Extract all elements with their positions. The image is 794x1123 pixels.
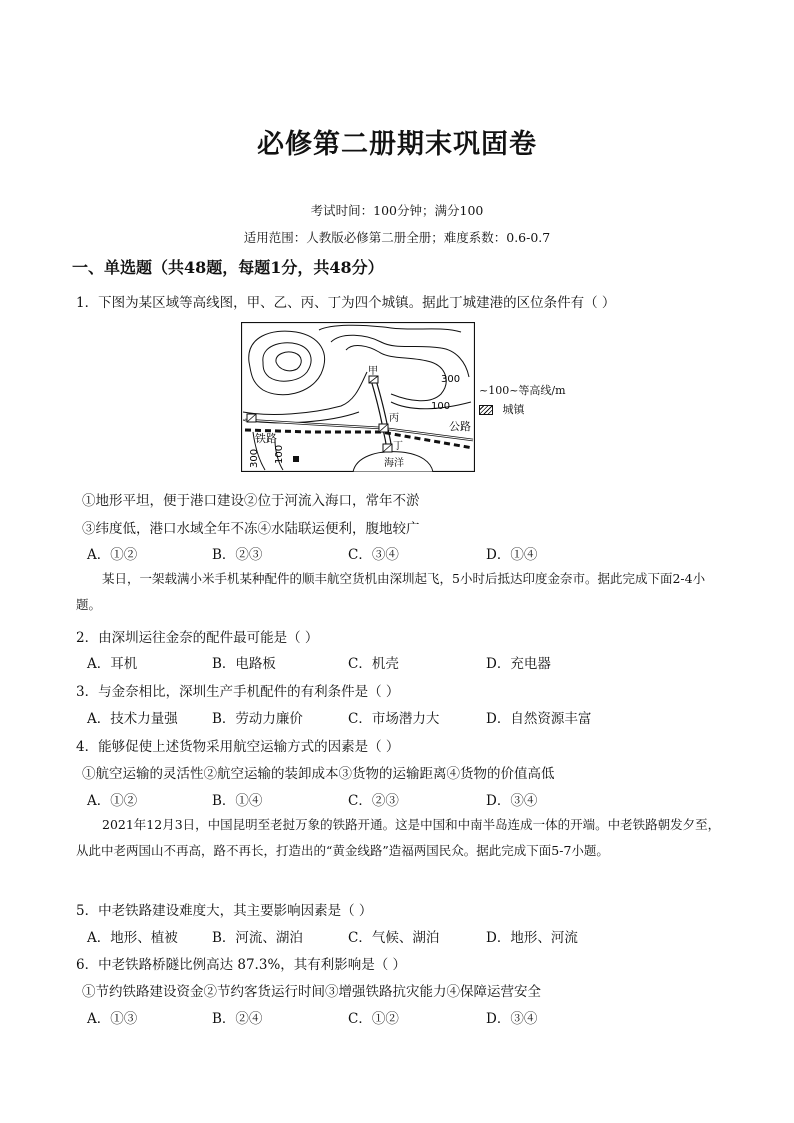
page-title: 必修第二册期末巩固卷 — [257, 129, 537, 160]
q4-statement-1: ①航空运输的灵活性②航空运输的装卸成本③货物的运输距离④货物的价值高低 — [82, 766, 555, 782]
legend-town-label: 城镇 — [502, 403, 525, 416]
legend-town — [479, 401, 525, 417]
q2-option-a: A．耳机 — [87, 656, 138, 672]
question-6-stem: 6．中老铁路桥隧比例高达 87.3%，其有利影响是（ ） — [76, 957, 407, 973]
q4-option-a: A．①② — [87, 793, 138, 809]
contour-100-label-2: 100 — [274, 444, 285, 464]
exam-time: 考试时间：100分钟；满分100 — [310, 203, 484, 218]
q5-option-b: B．河流、湖泊 — [212, 930, 303, 946]
q1-option-a: A．①② — [87, 547, 138, 563]
q1-option-c: C．③④ — [348, 547, 399, 563]
q4-option-d: D．③④ — [486, 793, 538, 809]
q6-option-a: A．①③ — [87, 1011, 138, 1027]
q4-option-c: C．②③ — [348, 793, 399, 809]
contour-300-label: 300 — [441, 374, 461, 385]
town-symbol-icon — [479, 405, 493, 415]
road-label: 公路 — [449, 420, 471, 433]
question-5-stem: 5．中老铁路建设难度大，其主要影响因素是（ ） — [76, 903, 373, 919]
town-ding-label: 丁 — [393, 441, 403, 452]
q5-option-a: A．地形、植被 — [87, 930, 178, 946]
q6-option-c: C．①② — [348, 1011, 399, 1027]
town-bing-label: 丙 — [389, 413, 399, 424]
q3-option-c: C．市场潜力大 — [348, 711, 440, 727]
contour-100-label: 100 — [431, 401, 451, 412]
question-4-stem: 4．能够促使上述货物采用航空运输方式的因素是（ ） — [76, 739, 400, 755]
passage-2-4: 某日，一架载满小米手机某种配件的顺丰航空货机由深圳起飞，5小时后抵达印度金奈市。据此完成下面2-4小题。 — [76, 571, 706, 612]
q1-statement-1: ①地形平坦，便于港口建设②位于河流入海口，常年不淤 — [82, 493, 420, 509]
q3-option-b: B．劳动力廉价 — [212, 711, 303, 727]
section-heading: 一、单选题（共48题，每题1分，共48分） — [72, 258, 384, 277]
question-2-stem: 2．由深圳运往金奈的配件最可能是（ ） — [76, 630, 319, 646]
passage-5-7: 2021年12月3日，中国昆明至老挝万象的铁路开通。这是中国和中南半岛连成一体的开端。中老铁路朝发夕至，从此中老两国山不再高，路不再长，打造出的“黄金线路”造福两国民众。据此完成下面5-7小题。 — [76, 817, 721, 858]
exam-scope: 适用范围：人教版必修第二册全册；难度系数：0.6-0.7 — [243, 230, 551, 245]
q6-statement-1: ①节约铁路建设资金②节约客货运行时间③增强铁路抗灾能力④保障运营安全 — [82, 984, 541, 1000]
q5-option-d: D．地形、河流 — [486, 930, 578, 946]
railway-label: 铁路 — [255, 432, 277, 445]
q6-option-b: B．②④ — [212, 1011, 263, 1027]
q1-statement-2: ③纬度低，港口水域全年不冻④水陆联运便利，腹地较广 — [82, 521, 420, 537]
question-1-stem: 1．下图为某区域等高线图，甲、乙、丙、丁为四个城镇。据此丁城建港的区位条件有（ ） — [76, 295, 616, 311]
q3-option-d: D．自然资源丰富 — [486, 711, 592, 727]
q2-option-d: D．充电器 — [486, 656, 551, 672]
q5-option-c: C．气候、湖泊 — [348, 930, 440, 946]
sea-label: 海洋 — [384, 458, 404, 469]
q2-option-c: C．机壳 — [348, 656, 399, 672]
question-3-stem: 3．与金奈相比，深圳生产手机配件的有利条件是（ ） — [76, 684, 400, 700]
q3-option-a: A．技术力量强 — [87, 711, 178, 727]
town-jia-label: 甲 — [368, 366, 378, 377]
q2-option-b: B．电路板 — [212, 656, 276, 672]
contour-map — [241, 322, 475, 472]
q1-option-d: D．①④ — [486, 547, 538, 563]
q1-option-b: B．②③ — [212, 547, 263, 563]
q4-option-b: B．①④ — [212, 793, 263, 809]
legend-contour: ~100~等高线/m — [479, 384, 566, 397]
contour-300-label-2: 300 — [249, 448, 260, 468]
q6-option-d: D．③④ — [486, 1011, 538, 1027]
